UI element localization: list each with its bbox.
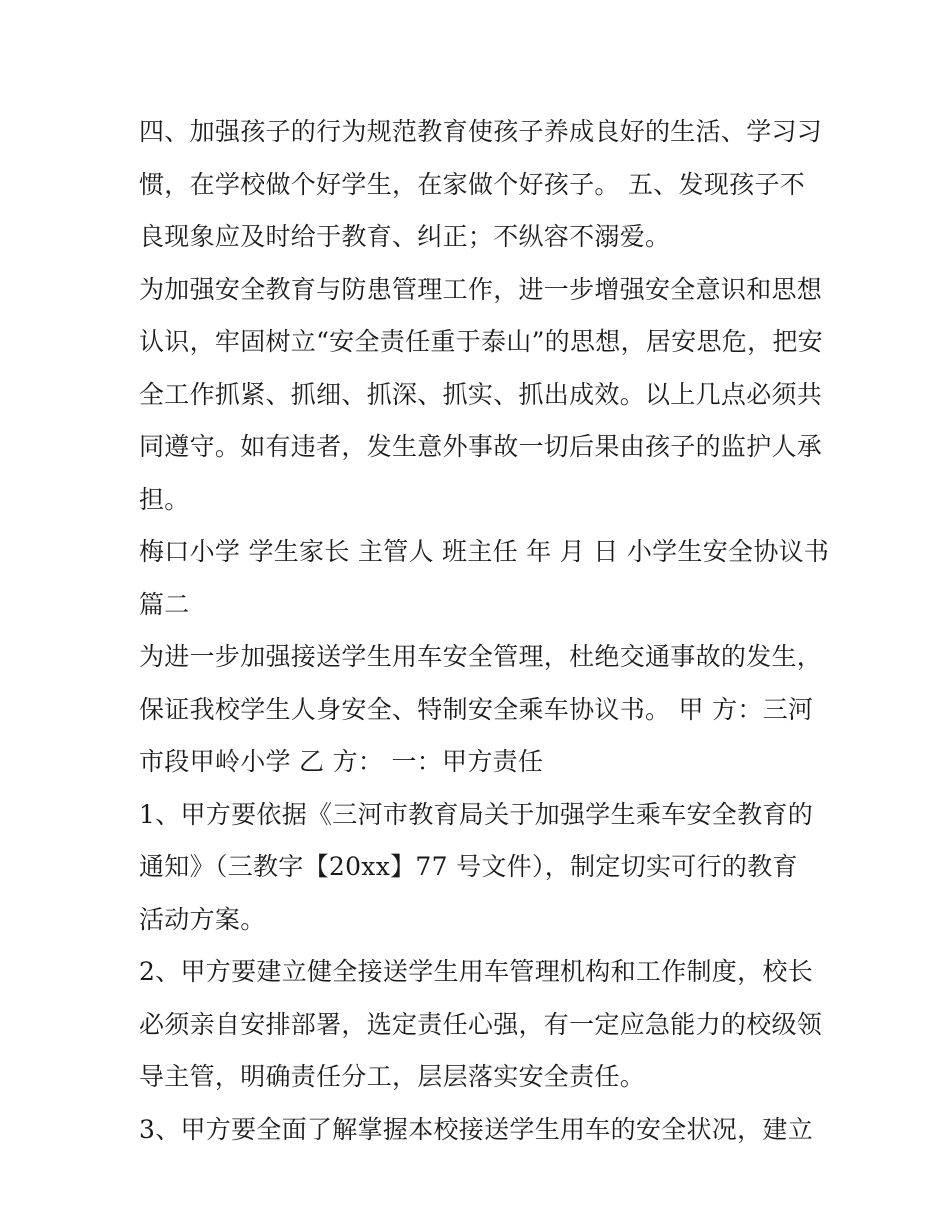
text-line: 必须亲自安排部署，选定责任心强，有一定应急能力的校级领 [139, 1009, 823, 1039]
text-line: 通知》（三教字【20xx】77 号文件），制定切实可行的教育 [139, 852, 798, 881]
text-line: 惯，在学校做个好学生，在家做个好孩子。 五、发现孩子不 [139, 169, 806, 199]
text-line: 四、加强孩子的行为规范教育使孩子养成良好的生活、学习习 [139, 117, 823, 146]
text-line: 梅口小学 学生家长 主管人 班主任 年 月 日 小学生安全协议书 [139, 537, 830, 566]
text-line: 保证我校学生人身安全、特制安全乘车协议书。 甲 方：三河 [139, 694, 814, 724]
text-line: 导主管，明确责任分工，层层落实安全责任。 [139, 1062, 646, 1091]
text-line: 1、甲方要依据《三河市教育局关于加强学生乘车安全教育的 [139, 799, 814, 829]
text-line: 担。 [139, 484, 190, 514]
text-line: 为加强安全教育与防患管理工作，进一步增强安全意识和思想 [139, 274, 823, 304]
document-page [139, 106, 830, 1156]
text-line: 认识，牢固树立“安全责任重于泰山”的思想，居安思危，把安 [139, 327, 823, 356]
text-line: 为进一步加强接送学生用车安全管理，杜绝交通事故的发生， [139, 642, 823, 671]
text-line: 全工作抓紧、抓细、抓深、抓实、抓出成效。以上几点必须共 [139, 379, 823, 409]
text-line: 活动方案。 [139, 904, 266, 934]
text-line: 2、甲方要建立健全接送学生用车管理机构和工作制度，校长 [139, 957, 814, 986]
text-line: 市段甲岭小学 乙 方： 一：甲方责任 [139, 747, 544, 776]
text-line: 篇二 [139, 589, 190, 619]
text-line: 同遵守。如有违者，发生意外事故一切后果由孩子的监护人承 [139, 432, 823, 461]
text-line: 3、甲方要全面了解掌握本校接送学生用车的安全状况，建立 [139, 1114, 814, 1144]
text-line: 良现象应及时给于教育、纠正；不纵容不溺爱。 [139, 222, 671, 251]
